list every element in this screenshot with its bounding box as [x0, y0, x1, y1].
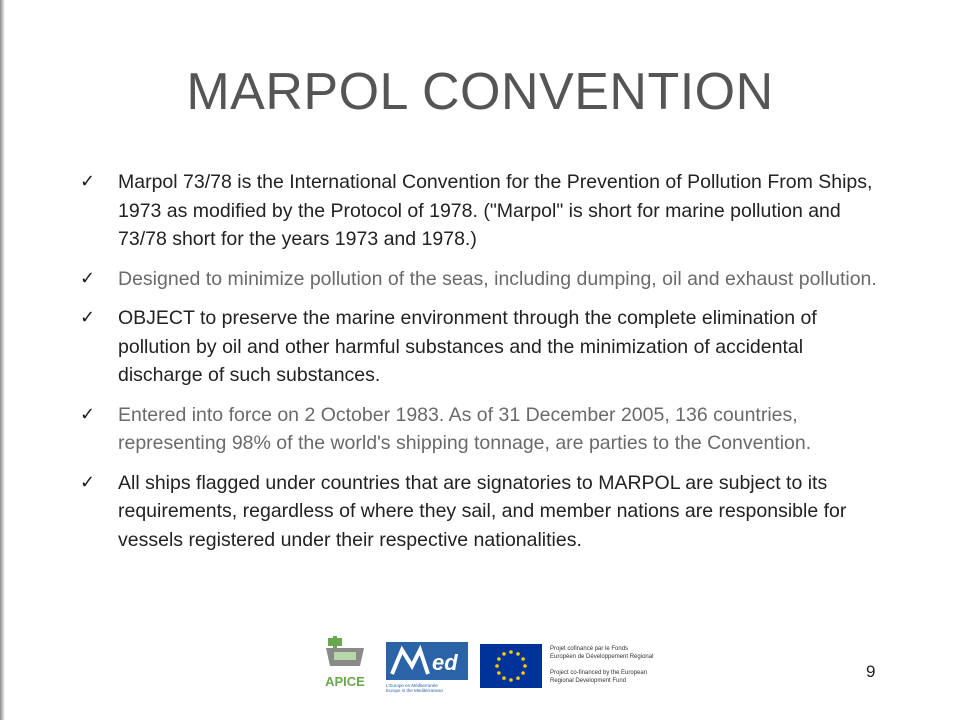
eu-star-icon — [516, 676, 520, 680]
checkmark-icon: ✓ — [80, 403, 96, 425]
bullet-text: Marpol 73/78 is the International Convention for the Prevention of Pollution From Ships, 1973 as modified by the Protocol of 1978. ("Marpol" is short for marine pollution and 73/78 short for the years 1973 and 1978.) — [118, 171, 873, 250]
bullet-item — [80, 401, 880, 458]
bullet-list — [80, 168, 880, 565]
bullet-item — [80, 304, 880, 390]
eu-star-icon — [497, 657, 501, 661]
footer-logos — [320, 636, 680, 694]
erdf-fr-line: Projet cofinancé par le Fonds — [550, 646, 629, 652]
bullet-text: OBJECT to preserve the marine environment through the complete elimination of pollution by oil and other harmful substances and the minimization of accidental discharge of such substances. — [118, 307, 817, 386]
bullet-text: Entered into force on 2 October 1983. As of 31 December 2005, 136 countries, representing 98% of the world's shipping tonnage, are parties to the Convention. — [118, 403, 812, 454]
med-label: ed — [432, 650, 458, 675]
eu-star-icon — [509, 678, 513, 682]
checkmark-icon: ✓ — [80, 171, 96, 192]
med-caption: L'Europe en Méditerranée — [386, 683, 438, 688]
checkmark-icon: ✓ — [80, 267, 96, 289]
eu-star-icon — [521, 657, 525, 661]
apice-label: APICE — [325, 674, 365, 689]
eu-star-icon — [497, 671, 501, 675]
eu-star-icon — [516, 652, 520, 656]
erdf-fr-line: Européen de Développement Régional — [550, 654, 654, 660]
bullet-item — [80, 168, 880, 254]
eu-star-icon — [495, 664, 499, 668]
med-logo — [386, 642, 468, 693]
bullet-text: All ships flagged under countries that are signatories to MARPOL are subject to its requirements, regardless of where they sail, and member nations are responsible for vessels registered under their respective nationalities. — [118, 471, 847, 551]
erdf-en-line: Regional Development Fund — [550, 678, 627, 684]
eu-star-icon — [523, 664, 527, 668]
eu-star-icon — [502, 676, 506, 680]
apice-logo — [325, 636, 365, 689]
erdf-text — [550, 646, 653, 684]
bullet-item — [80, 469, 880, 555]
eu-flag-icon — [480, 644, 542, 688]
eu-star-icon — [502, 652, 506, 656]
erdf-en-line: Project co-financed by the European — [550, 670, 648, 676]
checkmark-icon: ✓ — [80, 307, 96, 328]
slide-title: MARPOL CONVENTION — [186, 63, 774, 121]
med-caption: Europe in the Mediterranean — [386, 688, 444, 693]
eu-star-icon — [521, 671, 525, 675]
eu-star-icon — [509, 650, 513, 654]
checkmark-icon: ✓ — [80, 471, 96, 493]
page-number: 9 — [866, 662, 876, 681]
bullet-text: Designed to minimize pollution of the seas, including dumping, oil and exhaust pollution. — [118, 267, 877, 290]
bullet-item — [80, 265, 880, 294]
